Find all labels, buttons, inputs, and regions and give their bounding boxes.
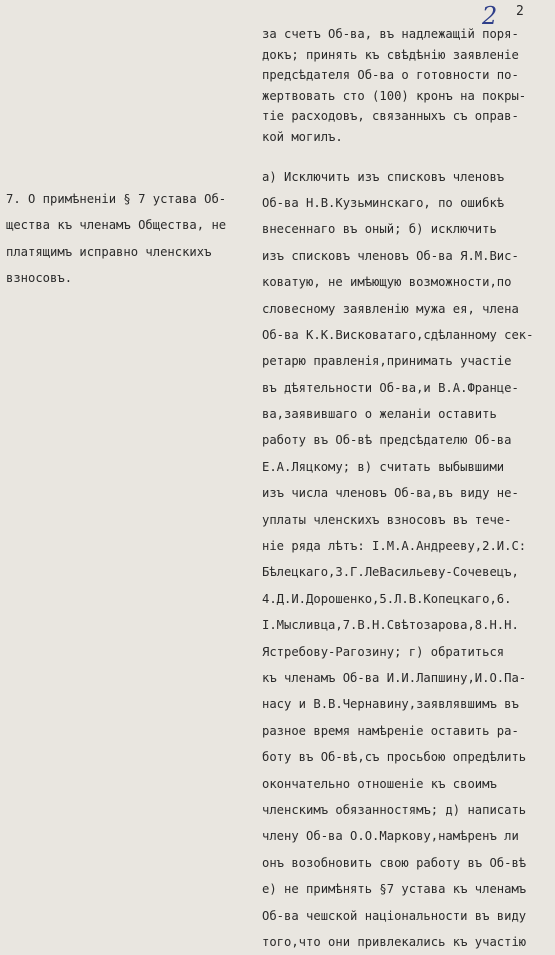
text-line: предсѣдателя Об-ва о готовности по- [262, 68, 519, 83]
text-line: е) не примѣнять §7 устава къ членамъ [262, 882, 527, 897]
text-line: жертвовать сто (100) кронъ на покры- [262, 88, 527, 103]
text-line: изъ числа членовъ Об-ва,въ виду не- [262, 486, 519, 501]
resolution-column [262, 24, 554, 955]
text-line: въ дѣятельности Об-ва,и В.А.Франце- [262, 380, 519, 395]
text-line: Об-ва Н.В.Кузьминскаго, по ошибкѣ [262, 195, 505, 210]
text-line: боту въ Об-вѣ,съ просьбою опредѣлить [262, 750, 527, 765]
text-line: члену Об-ва О.О.Маркову,намѣренъ ли [262, 829, 519, 844]
text-line: къ членамъ Об-ва И.И.Лапшину,И.О.Па- [262, 670, 527, 685]
text-line: окончательно отношенiе къ своимъ [262, 776, 497, 791]
text-line: насу и В.В.Чернавину,заявлявшимъ въ [262, 697, 519, 712]
text-line: ва,заявившаго о желанiи оставить [262, 407, 497, 422]
text-line: Бѣлецкаго,3.Г.ЛеВасильеву-Сочевецъ, [262, 565, 519, 580]
text-line: Ястребову-Рагозину; г) обратиться [262, 644, 505, 659]
text-line: кой могилъ. [262, 129, 343, 144]
text-line: того,что они привлекались къ участiю [262, 934, 527, 949]
paragraph-gap [262, 148, 554, 164]
text-line: за счетъ Об-ва, въ надлежащiй поря- [262, 27, 519, 41]
text-line: а) Исключить изъ списковъ членовъ [262, 169, 505, 184]
text-line: коватую, не имѣющую возможности,по [262, 275, 512, 290]
text-line: нiе ряда лѣтъ: I.М.А.Андрееву,2.И.С: [262, 539, 527, 554]
text-line: I.Мысливца,7.В.Н.Свѣтозарова,8.Н.Н. [262, 618, 519, 633]
text-line: изъ списковъ членовъ Об-ва Я.М.Вис- [262, 248, 519, 263]
text-line: докъ; принять къ свѣдѣнiю заявленiе [262, 47, 519, 62]
text-line: Об-ва К.К.Висковатаго,сдѣланному сек- [262, 327, 534, 342]
text-line: Е.А.Ляцкому; в) считать выбывшими [262, 459, 505, 474]
text-line: тiе расходовъ, связанныхъ съ оправ- [262, 109, 519, 124]
agenda-item-line: 7. О примѣненiи § 7 устава Об- [6, 192, 227, 206]
text-line: уплаты членскихъ взносовъ въ тече- [262, 512, 512, 527]
agenda-item-line: взносовъ. [6, 271, 73, 286]
text-line: членскимъ обязанностямъ; д) написать [262, 802, 527, 817]
handwritten-page-number: 2 [482, 2, 498, 30]
resolution-7-paragraph [262, 164, 554, 955]
agenda-item-column [6, 186, 256, 292]
agenda-item-line: платящимъ исправно членскихъ [6, 244, 212, 259]
typed-page-number: 2 [516, 4, 524, 19]
text-line: словесному заявленiю мужа ея, члена [262, 301, 519, 316]
text-line: внесеннаго въ оный; б) исключить [262, 222, 497, 237]
text-line: ретарю правленiя,принимать участiе [262, 354, 512, 369]
text-line: Об-ва чешской нацiональности въ виду [262, 908, 527, 923]
agenda-item-line: щества къ членамъ Общества, не [6, 218, 227, 233]
previous-resolution-paragraph [262, 24, 554, 148]
text-line: онъ возобновить свою работу въ Об-вѣ [262, 855, 527, 870]
text-line: работу въ Об-вѣ предсѣдателю Об-ва [262, 433, 512, 448]
text-line: 4.Д.И.Дорошенко,5.Л.В.Копецкаго,6. [262, 591, 512, 606]
text-line: разное время намѣренiе оставить ра- [262, 723, 519, 738]
